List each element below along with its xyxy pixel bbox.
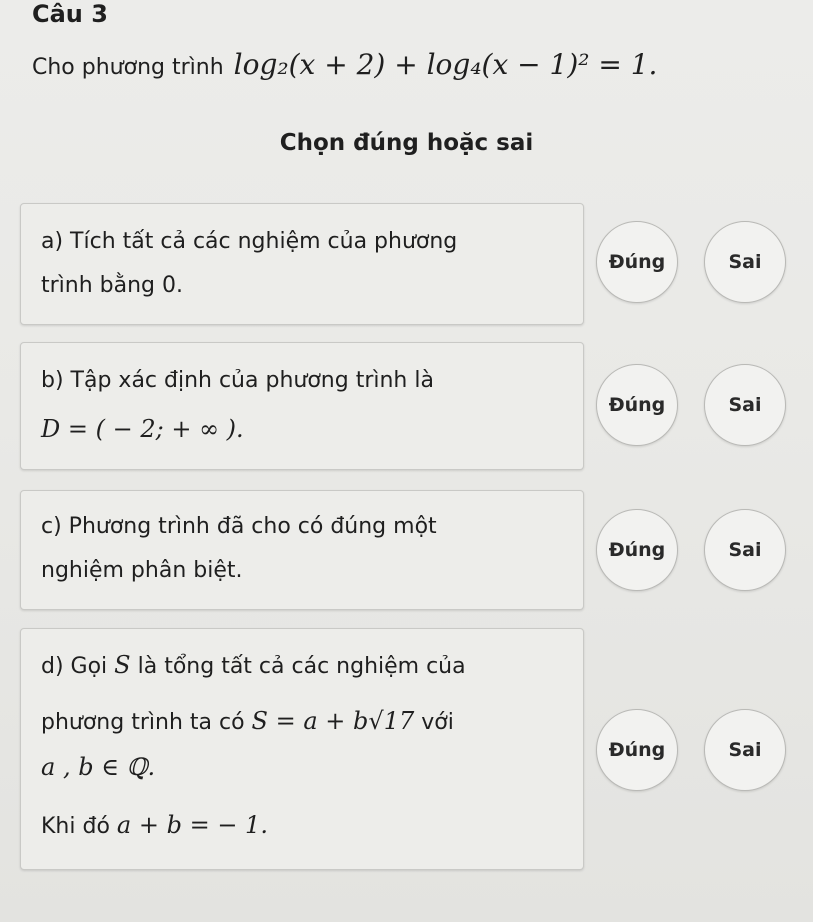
statement-card-c [20,490,584,610]
question-number: Câu 3 [32,0,108,28]
statement-a-line1: a) Tích tất cả các nghiệm của phương [41,229,458,254]
true-button-b[interactable]: Đúng [596,364,678,446]
statement-b-domain-math: D = ( − 2; + ∞ ). [41,415,244,443]
true-button-a[interactable]: Đúng [596,221,678,303]
false-button-c[interactable]: Sai [704,509,786,591]
true-button-d[interactable]: Đúng [596,709,678,791]
statement-a-line2: trình bằng 0. [41,273,184,298]
statement-d-line4-prefix: Khi đó [41,814,110,839]
statement-d-rational-math: a , b ∈ ℚ. [41,753,156,781]
statement-d-line2 [41,701,454,743]
statement-d-line1 [41,645,466,687]
problem-equation: log₂(x + 2) + log₄(x − 1)² = 1. [233,48,658,81]
statement-d-line2-suffix: với [421,710,454,735]
true-button-c[interactable]: Đúng [596,509,678,591]
false-button-b[interactable]: Sai [704,364,786,446]
statement-d-line4 [41,805,268,847]
statement-d-result-math: a + b = − 1. [116,811,268,839]
false-button-d[interactable]: Sai [704,709,786,791]
statement-d-line1-prefix: d) Gọi [41,654,108,679]
statement-d-line2-prefix: phương trình ta có [41,710,245,735]
instruction-text: Chọn đúng hoặc sai [279,130,534,156]
statement-card-a [20,203,584,325]
statement-c-line2: nghiệm phân biệt. [41,558,243,583]
problem-statement [32,48,657,81]
problem-prefix: Cho phương trình [32,55,224,80]
statement-d-line1-suffix: là tổng tất cả các nghiệm của [137,654,466,679]
statement-d-var-s: S [114,651,131,679]
false-button-a[interactable]: Sai [704,221,786,303]
statement-c-line1: c) Phương trình đã cho có đúng một [41,514,437,539]
statement-card-b [20,342,584,470]
statement-card-d [20,628,584,870]
statement-b-line1: b) Tập xác định của phương trình là [41,368,434,393]
statement-d-sum-math: S = a + b√17 [251,707,415,735]
